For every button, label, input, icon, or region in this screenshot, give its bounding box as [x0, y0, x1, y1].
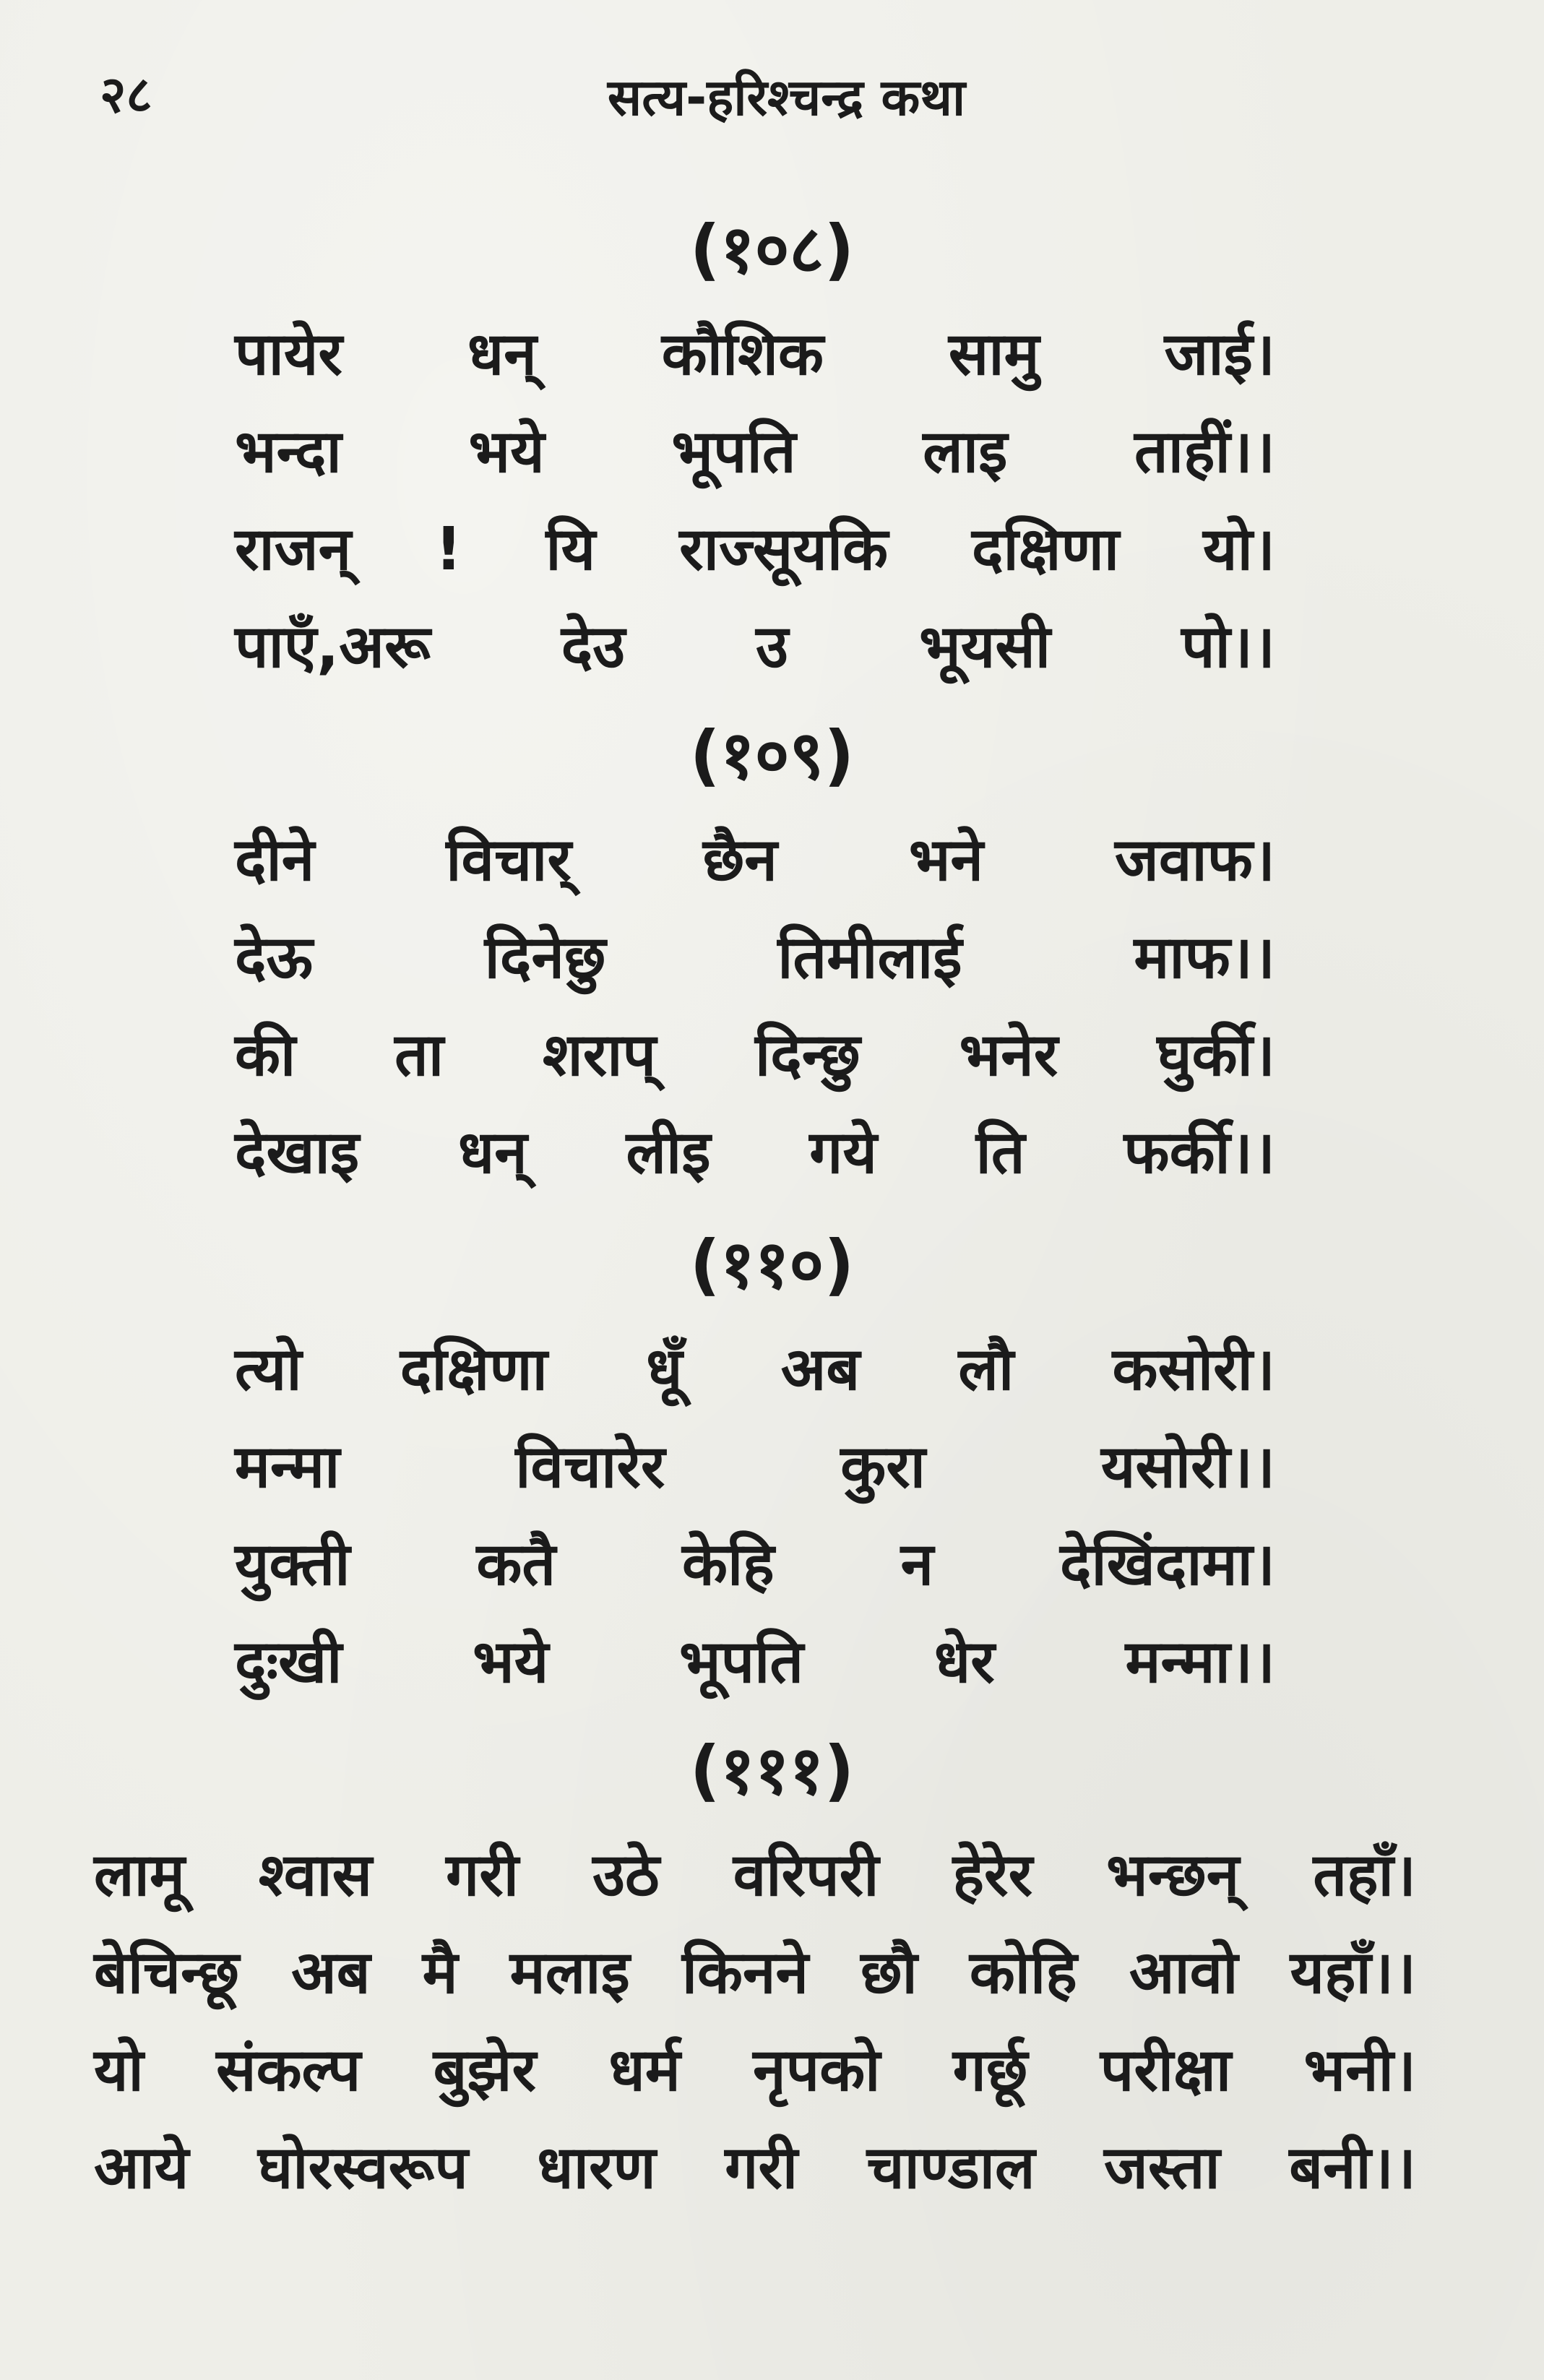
verse-number: (११०): [689, 1226, 855, 1303]
word: गरी: [725, 2134, 798, 2202]
word: !: [435, 515, 462, 584]
word: तिमीलाई: [777, 923, 962, 992]
verse-line: [235, 1335, 1275, 1404]
word: जस्ता: [1104, 2134, 1220, 2202]
word: धर्म: [608, 2036, 681, 2105]
word: नृपको: [753, 2036, 881, 2105]
word: घोरस्वरूप: [257, 2134, 468, 2202]
word: सामु: [948, 320, 1040, 389]
word: युक्ती: [235, 1530, 350, 1599]
word: भूयसी: [919, 613, 1051, 681]
word: उठे: [592, 1841, 660, 1910]
word: पाएँ,अरू: [235, 613, 431, 681]
word: बनी।।: [1289, 2134, 1416, 2202]
word: भनेर: [959, 1021, 1058, 1090]
running-title: सत्य-हरिश्चन्द्र कथा: [607, 68, 966, 127]
word: दीने: [235, 826, 315, 894]
word: देखाइ: [235, 1118, 360, 1187]
word: मन्मा: [235, 1433, 340, 1501]
verse-line: [235, 1021, 1275, 1090]
word: लाइ: [923, 418, 1008, 486]
verse-line: [235, 515, 1275, 584]
word: कसोरी।: [1112, 1335, 1275, 1404]
word: भने: [908, 826, 984, 894]
verse-number: (१०८): [689, 211, 855, 288]
word: ति: [975, 1118, 1025, 1187]
word: परीक्षा: [1100, 2036, 1232, 2105]
word: यो।: [1203, 515, 1275, 584]
verse-line: [94, 1939, 1416, 2007]
word: भूपति: [678, 1628, 804, 1696]
word: धन्: [457, 1118, 527, 1187]
word: आये: [94, 2134, 189, 2202]
word: दुःखी: [235, 1628, 342, 1696]
word: मन्मा।।: [1125, 1628, 1275, 1696]
word: विचारेर: [515, 1433, 665, 1501]
word: देउ: [561, 613, 626, 681]
word: यि: [545, 515, 596, 584]
word: भये: [468, 418, 545, 486]
word: चाण्डाल: [866, 2134, 1035, 2202]
word: दिन्छु: [755, 1021, 861, 1090]
word: बेचिन्छू: [94, 1939, 240, 2007]
word: वरिपरी: [733, 1841, 879, 1910]
verse-line: [235, 826, 1275, 894]
word: यो: [94, 2036, 144, 2105]
word: दक्षिणा: [400, 1335, 548, 1404]
word: जाई।: [1164, 320, 1275, 389]
verse-line: [235, 1530, 1275, 1599]
word: देखिंदामा।: [1060, 1530, 1275, 1599]
word: कतै: [476, 1530, 556, 1599]
verse-line: [94, 2134, 1416, 2202]
verse-line: [235, 320, 1275, 389]
verse-line: [235, 613, 1275, 681]
word: यसोरी।।: [1100, 1433, 1275, 1501]
word: धारण: [537, 2134, 656, 2202]
word: शराप्: [542, 1021, 657, 1090]
word: देऊ: [235, 923, 313, 992]
word: पो।।: [1181, 613, 1275, 681]
word: धेर: [933, 1628, 995, 1696]
word: गर्छू: [952, 2036, 1028, 2105]
word: फर्की।।: [1124, 1118, 1275, 1187]
verse-line: [235, 1118, 1275, 1187]
verse-number: (१११): [689, 1732, 855, 1809]
word: कुरा: [840, 1433, 926, 1501]
verse-line: [235, 1628, 1275, 1696]
word: भन्दा: [235, 418, 342, 486]
word: लीइ: [626, 1118, 711, 1187]
verse-line: [235, 418, 1275, 486]
word: कौशिक: [661, 320, 824, 389]
word: उ: [756, 613, 789, 681]
word: भये: [473, 1628, 549, 1696]
word: बुझेर: [433, 2036, 536, 2105]
word: मलाइ: [509, 1939, 630, 2007]
word: माफ।।: [1134, 923, 1275, 992]
verse-line: [235, 1433, 1275, 1501]
word: हेरेर: [952, 1841, 1033, 1910]
word: लामू: [94, 1841, 185, 1910]
word: लौ: [958, 1335, 1014, 1404]
word: दक्षिणा: [972, 515, 1120, 584]
word: घुर्की।: [1157, 1021, 1275, 1090]
word: जवाफ।: [1115, 826, 1275, 894]
word: दिनेछु: [484, 923, 606, 992]
verse-line: [94, 2036, 1416, 2105]
word: अब: [780, 1335, 861, 1404]
word: त्यो: [235, 1335, 302, 1404]
word: कोहि: [969, 1939, 1077, 2007]
word: आवो: [1129, 1939, 1238, 2007]
word: विचार्: [446, 826, 572, 894]
word: अब: [291, 1939, 371, 2007]
verse-line: [94, 1841, 1416, 1910]
page-number: २८: [100, 65, 152, 124]
word: भन्छन्: [1106, 1841, 1240, 1910]
verse-number: (१०९): [689, 717, 855, 794]
word: भूपति: [671, 418, 796, 486]
word: श्वास: [258, 1841, 373, 1910]
word: न: [900, 1530, 934, 1599]
word: पायेर: [235, 320, 342, 389]
word: ताहीं।।: [1134, 418, 1275, 486]
word: भनी।: [1303, 2036, 1416, 2105]
word: छैन: [702, 826, 777, 894]
word: यहाँ।।: [1290, 1939, 1416, 2007]
word: छौ: [861, 1939, 918, 2007]
word: धन्: [467, 320, 537, 389]
word: केहि: [681, 1530, 775, 1599]
verse-line: [235, 923, 1275, 992]
word: राजन्: [235, 515, 352, 584]
word: ता: [394, 1021, 444, 1090]
word: संकल्प: [216, 2036, 361, 2105]
word: गये: [809, 1118, 877, 1187]
word: धूँ: [646, 1335, 683, 1404]
word: किनने: [681, 1939, 809, 2007]
word: गरी: [446, 1841, 519, 1910]
word: मै: [422, 1939, 458, 2007]
word: तहाँ।: [1313, 1841, 1416, 1910]
word: की: [235, 1021, 296, 1090]
word: राज्सूयकि: [679, 515, 889, 584]
